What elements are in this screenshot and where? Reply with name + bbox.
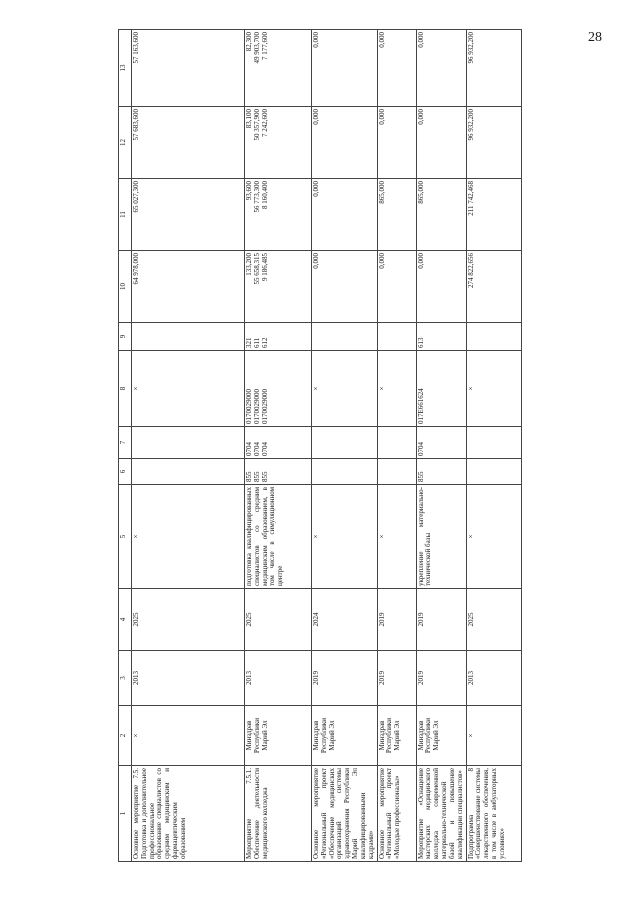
amount-cell: 133,200 55 658,315 9 186,485 bbox=[245, 251, 312, 323]
amount-cell: 96 932,200 bbox=[466, 107, 521, 179]
table-row bbox=[132, 30, 245, 862]
amount-cell: 0,000 bbox=[377, 251, 416, 323]
target-item-cell: 017Е661624 bbox=[416, 351, 466, 427]
column-number: 2 bbox=[119, 706, 132, 766]
section-code-cell bbox=[132, 427, 245, 459]
amount-cell: 865,000 bbox=[377, 179, 416, 251]
column-number: 13 bbox=[119, 30, 132, 107]
grbs-code-cell: 855 bbox=[416, 459, 466, 485]
grbs-code-cell bbox=[132, 459, 245, 485]
target-item-cell: × bbox=[377, 351, 416, 427]
end-year-cell: 2019 bbox=[377, 589, 416, 651]
amount-cell: 0,000 bbox=[377, 30, 416, 107]
executor-cell: Минздрав Республики Марий Эл bbox=[377, 706, 416, 766]
amount-cell: 83,100 50 357,900 7 242,600 bbox=[245, 107, 312, 179]
amount-cell: 82,300 49 903,700 7 177,600 bbox=[245, 30, 312, 107]
amount-cell: 0,000 bbox=[416, 30, 466, 107]
budget-table-sheet bbox=[118, 30, 529, 862]
amount-cell: 0,000 bbox=[377, 107, 416, 179]
expected-result-cell: × bbox=[377, 485, 416, 589]
grbs-code-cell bbox=[377, 459, 416, 485]
amount-cell: 0,000 bbox=[312, 30, 378, 107]
grbs-code-cell: 855 855 855 bbox=[245, 459, 312, 485]
start-year-cell: 2019 bbox=[312, 651, 378, 706]
end-year-cell: 2019 bbox=[416, 589, 466, 651]
activity-name-cell: Подпрограмма 8 «Совершенствование системы лекарственного обеспечения, в том числе в амбулаторных условиях» bbox=[466, 766, 521, 862]
expected-result-cell: подготовка квалифицированных специалистов со средним медицинским образованием, в том числе в симуляционном центре bbox=[245, 485, 312, 589]
target-item-cell: 0170029000 0170029000 0170029000 bbox=[245, 351, 312, 427]
table-row bbox=[245, 30, 312, 862]
amount-cell: 57 163,600 bbox=[132, 30, 245, 107]
column-number: 7 bbox=[119, 427, 132, 459]
expected-result-cell: укрепление материально-технической базы bbox=[416, 485, 466, 589]
executor-cell: × bbox=[132, 706, 245, 766]
grbs-code-cell bbox=[312, 459, 378, 485]
expected-result-cell: × bbox=[132, 485, 245, 589]
amount-cell: 64 978,000 bbox=[132, 251, 245, 323]
start-year-cell: 2019 bbox=[416, 651, 466, 706]
amount-cell: 865,000 bbox=[416, 179, 466, 251]
column-number: 9 bbox=[119, 323, 132, 351]
column-number-row bbox=[119, 30, 132, 862]
amount-cell: 274 822,656 bbox=[466, 251, 521, 323]
column-number: 12 bbox=[119, 107, 132, 179]
activity-name-cell: Мероприятие 7.5.1. Обеспечение деятельности медицинского колледжа bbox=[245, 766, 312, 862]
table-row bbox=[312, 30, 378, 862]
start-year-cell: 2013 bbox=[132, 651, 245, 706]
section-code-cell bbox=[312, 427, 378, 459]
executor-cell: Минздрав Республики Марий Эл bbox=[416, 706, 466, 766]
target-item-cell: × bbox=[132, 351, 245, 427]
activity-name-cell: Основное мероприятие 7.5. Подготовка и дополнительное профессиональное образование специалистов со средним медицинским и фармацевтическим образованием bbox=[132, 766, 245, 862]
amount-cell: 96 932,200 bbox=[466, 30, 521, 107]
amount-cell: 211 742,468 bbox=[466, 179, 521, 251]
target-item-cell: × bbox=[312, 351, 378, 427]
amount-cell: 0,000 bbox=[312, 179, 378, 251]
amount-cell: 93,600 56 773,300 8 160,400 bbox=[245, 179, 312, 251]
amount-cell: 65 027,300 bbox=[132, 179, 245, 251]
section-code-cell bbox=[377, 427, 416, 459]
expected-result-cell: × bbox=[466, 485, 521, 589]
table-row bbox=[466, 30, 521, 862]
start-year-cell: 2019 bbox=[377, 651, 416, 706]
amount-cell: 0,000 bbox=[416, 107, 466, 179]
activity-name-cell: Основное мероприятие «Региональный проект «Обеспечение медицинских организаций системы здравоохранения Республики Марий Эл квалифицированными кадрами» bbox=[312, 766, 378, 862]
end-year-cell: 2024 bbox=[312, 589, 378, 651]
expense-type-cell: 321 611 612 bbox=[245, 323, 312, 351]
column-number: 6 bbox=[119, 459, 132, 485]
amount-cell: 0,000 bbox=[312, 251, 378, 323]
end-year-cell: 2025 bbox=[466, 589, 521, 651]
table-row bbox=[377, 30, 416, 862]
expense-type-cell bbox=[312, 323, 378, 351]
expense-type-cell bbox=[132, 323, 245, 351]
amount-cell: 0,000 bbox=[312, 107, 378, 179]
column-number: 1 bbox=[119, 766, 132, 862]
column-number: 5 bbox=[119, 485, 132, 589]
amount-cell: 0,000 bbox=[416, 251, 466, 323]
section-code-cell bbox=[466, 427, 521, 459]
column-number: 8 bbox=[119, 351, 132, 427]
expense-type-cell bbox=[466, 323, 521, 351]
executor-cell: Минздрав Республики Марий Эл bbox=[245, 706, 312, 766]
column-number: 11 bbox=[119, 179, 132, 251]
activity-name-cell: Основное мероприятие «Региональный проект «Молодые профессионалы» bbox=[377, 766, 416, 862]
start-year-cell: 2013 bbox=[466, 651, 521, 706]
expected-result-cell: × bbox=[312, 485, 378, 589]
section-code-cell: 0704 0704 0704 bbox=[245, 427, 312, 459]
table-row bbox=[416, 30, 466, 862]
page-number: 28 bbox=[588, 30, 602, 45]
executor-cell: Минздрав Республики Марий Эл bbox=[312, 706, 378, 766]
column-number: 4 bbox=[119, 589, 132, 651]
amount-cell: 57 683,600 bbox=[132, 107, 245, 179]
column-number: 10 bbox=[119, 251, 132, 323]
activity-name-cell: Мероприятие «Оснащение мастерских медицинского колледжа современной материально-технической базой и повышение квалификации специалистов» bbox=[416, 766, 466, 862]
expense-type-cell bbox=[377, 323, 416, 351]
target-item-cell: × bbox=[466, 351, 521, 427]
start-year-cell: 2013 bbox=[245, 651, 312, 706]
expense-type-cell: 613 bbox=[416, 323, 466, 351]
end-year-cell: 2025 bbox=[245, 589, 312, 651]
grbs-code-cell bbox=[466, 459, 521, 485]
budget-table bbox=[118, 29, 522, 862]
executor-cell: × bbox=[466, 706, 521, 766]
end-year-cell: 2025 bbox=[132, 589, 245, 651]
section-code-cell: 0704 bbox=[416, 427, 466, 459]
column-number: 3 bbox=[119, 651, 132, 706]
